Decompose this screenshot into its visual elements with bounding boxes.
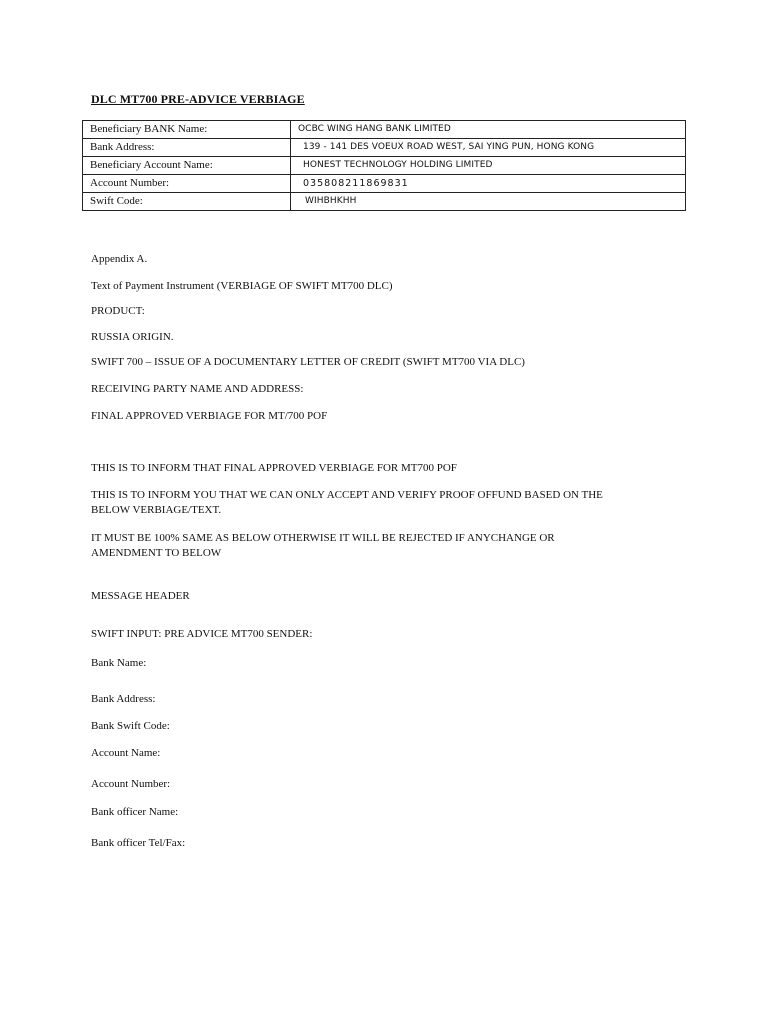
account-name-field: Account Name: xyxy=(91,747,161,759)
row-label: Bank Address: xyxy=(83,139,291,157)
bank-name-field: Bank Name: xyxy=(91,657,147,669)
table-row xyxy=(83,139,686,157)
bank-address-field: Bank Address: xyxy=(91,693,156,705)
product-label: PRODUCT: xyxy=(91,305,145,317)
must-be-same-paragraph: IT MUST BE 100% SAME AS BELOW OTHERWISE IT WILL BE REJECTED IF ANYCHANGE OR AMENDMENT TO BELOW xyxy=(91,532,555,559)
table-row xyxy=(83,193,686,211)
row-label: Swift Code: xyxy=(83,193,291,211)
final-approved-text: FINAL APPROVED VERBIAGE FOR MT/700 POF xyxy=(91,410,328,422)
inform-paragraph-2: THIS IS TO INFORM YOU THAT WE CAN ONLY ACCEPT AND VERIFY PROOF OFFUND BASED ON THE BELOW VERBIAGE/TEXT. xyxy=(91,489,603,516)
message-header: MESSAGE HEADER xyxy=(91,590,190,602)
swift-700-text: SWIFT 700 – ISSUE OF A DOCUMENTARY LETTER OF CREDIT (SWIFT MT700 VIA DLC) xyxy=(91,356,525,368)
row-label: Beneficiary Account Name: xyxy=(83,157,291,175)
row-value: OCBC WING HANG BANK LIMITED xyxy=(291,121,686,139)
table-row xyxy=(83,175,686,193)
inform-paragraph-1: THIS IS TO INFORM THAT FINAL APPROVED VERBIAGE FOR MT700 POF xyxy=(91,462,457,474)
bank-swift-code-field: Bank Swift Code: xyxy=(91,720,170,732)
table-row xyxy=(83,157,686,175)
row-value: HONEST TECHNOLOGY HOLDING LIMITED xyxy=(291,157,686,175)
receiving-party-label: RECEIVING PARTY NAME AND ADDRESS: xyxy=(91,383,304,395)
row-label: Account Number: xyxy=(83,175,291,193)
text-of-instrument: Text of Payment Instrument (VERBIAGE OF SWIFT MT700 DLC) xyxy=(91,280,393,292)
swift-input-label: SWIFT INPUT: PRE ADVICE MT700 SENDER: xyxy=(91,628,313,640)
table-row xyxy=(83,121,686,139)
bank-officer-name-field: Bank officer Name: xyxy=(91,806,179,818)
row-value: 139 - 141 DES VOEUX ROAD WEST, SAI YING PUN, HONG KONG xyxy=(291,139,686,157)
row-label: Beneficiary BANK Name: xyxy=(83,121,291,139)
document-title: DLC MT700 PRE-ADVICE VERBIAGE xyxy=(91,92,305,106)
row-value: WIHBHKHH xyxy=(291,193,686,211)
row-value: 035808211869831 xyxy=(291,175,686,193)
account-number-field: Account Number: xyxy=(91,778,171,790)
origin-text: RUSSIA ORIGIN. xyxy=(91,331,174,343)
appendix-heading: Appendix A. xyxy=(91,253,148,265)
beneficiary-table xyxy=(82,120,686,211)
bank-officer-tel-field: Bank officer Tel/Fax: xyxy=(91,837,186,849)
